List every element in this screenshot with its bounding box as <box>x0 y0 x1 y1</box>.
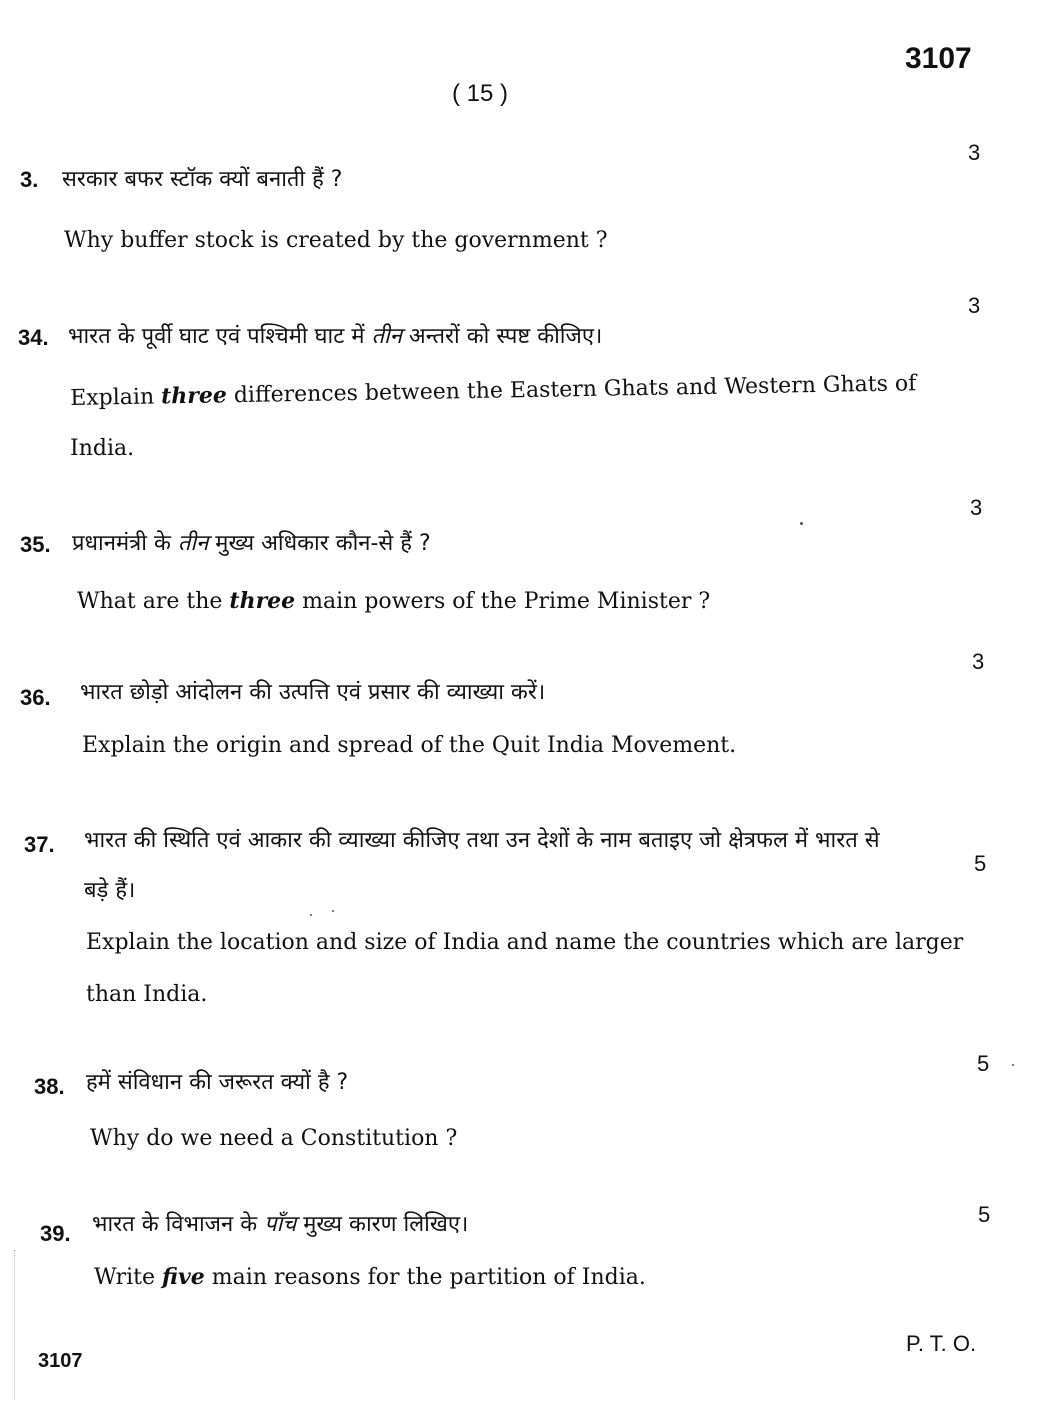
q39-english-post: main reasons for the partition of India. <box>204 1265 646 1290</box>
question-38-english: Why do we need a Constitution ? <box>90 1126 458 1151</box>
question-39-hindi <box>92 1208 468 1238</box>
question-35-hindi <box>72 527 431 557</box>
scan-speck <box>332 910 334 912</box>
marks-q33: 3 <box>968 140 981 165</box>
question-34-english-line2: India. <box>70 436 135 461</box>
question-35-english <box>77 588 710 614</box>
question-36-hindi: भारत छोड़ो आंदोलन की उत्पत्ति एवं प्रसार की व्याख्या करें। <box>80 680 546 705</box>
question-number-39: 39. <box>40 1221 71 1246</box>
question-number-36: 36. <box>20 685 51 710</box>
question-number-34: 34. <box>18 325 49 350</box>
pto-label: P. T. O. <box>906 1331 977 1356</box>
scan-edge-noise <box>14 1250 25 1400</box>
q39-hindi-emphasis: पाँच <box>264 1212 297 1237</box>
question-37-english-line2: than India. <box>86 982 208 1007</box>
q35-english-pre: What are the <box>77 589 230 614</box>
question-number-33: 3. <box>20 167 39 192</box>
q39-hindi-pre: भारत के विभाजन के <box>92 1212 265 1237</box>
question-36-english: Explain the origin and spread of the Quit India Movement. <box>82 733 737 758</box>
q35-hindi-emphasis: तीन <box>177 531 209 556</box>
marks-q39: 5 <box>978 1202 991 1227</box>
question-number-37: 37. <box>24 832 55 857</box>
marks-q35: 3 <box>970 495 983 520</box>
q39-hindi-post: मुख्य कारण लिखिए। <box>296 1212 469 1237</box>
question-34-hindi <box>68 320 602 350</box>
q34-english-post: differences between the Eastern Ghats and Western Ghats of <box>226 371 917 409</box>
paper-code-top: 3107 <box>905 42 972 75</box>
question-38-hindi: हमें संविधान की जरूरत क्यों है ? <box>86 1070 349 1095</box>
question-number-35: 35. <box>20 532 51 557</box>
q34-english-emphasis: three <box>160 382 228 410</box>
question-34-english <box>70 370 916 411</box>
marks-q37: 5 <box>974 851 987 876</box>
question-37-hindi-line1: भारत की स्थिति एवं आकार की व्याख्या कीजिए तथा उन देशों के नाम बताइए जो क्षेत्रफल में भारत से <box>84 828 880 853</box>
page-number: ( 15 ) <box>452 80 509 107</box>
question-39-english <box>94 1264 646 1290</box>
marks-q36: 3 <box>972 649 985 674</box>
marks-q38: 5 <box>977 1051 990 1076</box>
q34-hindi-emphasis: तीन <box>371 324 402 349</box>
scan-speck <box>1012 1064 1014 1066</box>
q35-english-post: main powers of the Prime Minister ? <box>295 589 711 614</box>
q39-english-pre: Write <box>94 1265 163 1290</box>
q35-hindi-pre: प्रधानमंत्री के <box>72 531 178 556</box>
q39-english-emphasis: five <box>162 1264 205 1290</box>
scan-speck <box>800 522 803 525</box>
q35-english-emphasis: three <box>229 588 296 614</box>
q34-hindi-post: अन्तरों को स्पष्ट कीजिए। <box>401 324 603 349</box>
q34-hindi-pre: भारत के पूर्वी घाट एवं पश्चिमी घाट में <box>68 324 372 349</box>
question-37-hindi-line2: बड़े हैं। <box>84 878 136 903</box>
paper-code-bottom: 3107 <box>38 1350 83 1372</box>
marks-q34: 3 <box>968 293 981 318</box>
q35-hindi-post: मुख्य अधिकार कौन-से हैं ? <box>208 531 431 556</box>
question-33-english: Why buffer stock is created by the government ? <box>64 228 608 253</box>
question-number-38: 38. <box>34 1074 65 1099</box>
q34-english-pre: Explain <box>70 384 162 411</box>
question-33-hindi: सरकार बफर स्टॉक क्यों बनाती हैं ? <box>62 167 343 192</box>
scan-speck <box>310 914 312 916</box>
question-37-english-line1: Explain the location and size of India and name the countries which are larger <box>86 930 964 955</box>
